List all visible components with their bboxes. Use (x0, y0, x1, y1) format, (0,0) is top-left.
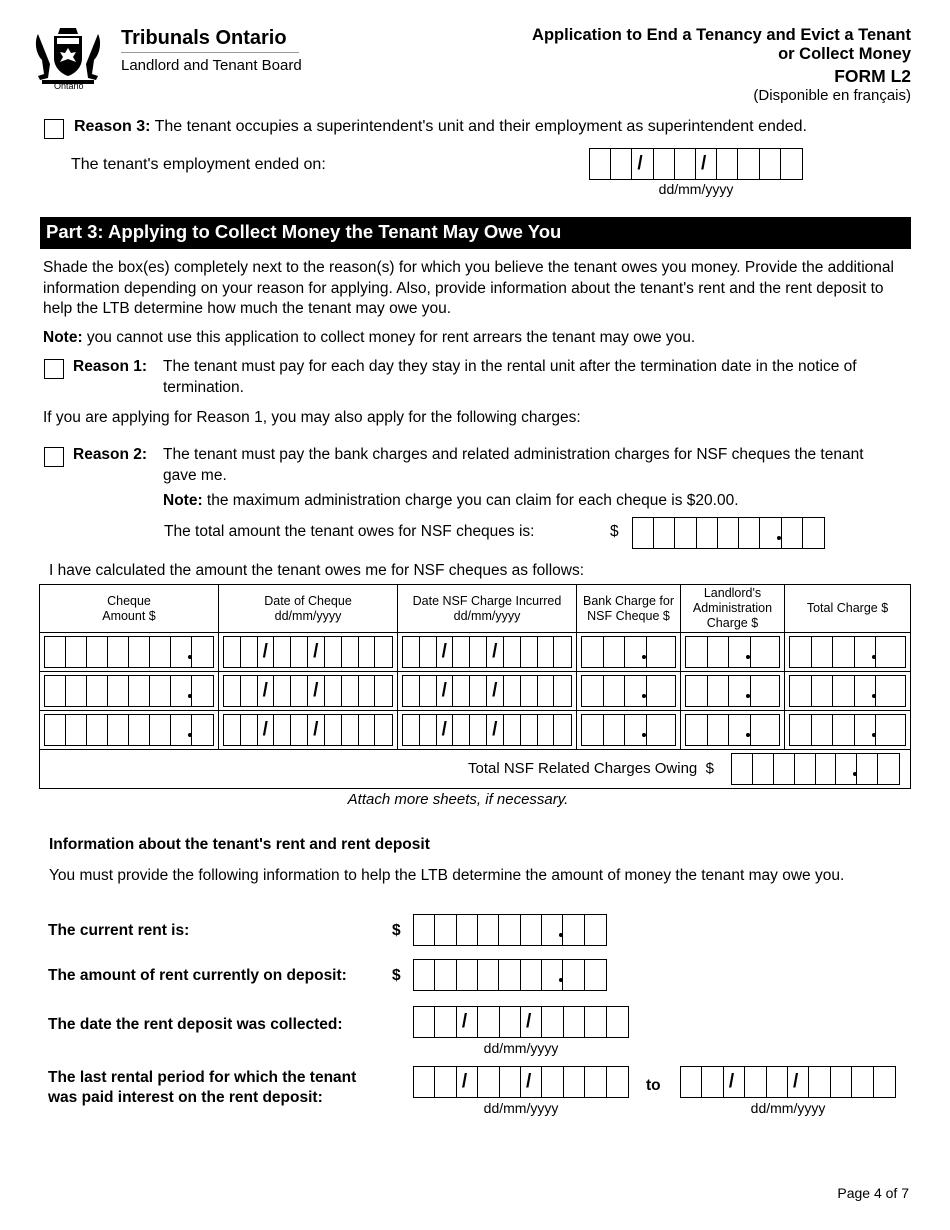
nsf-total-label: The total amount the tenant owes for NSF cheques is: (164, 523, 535, 540)
bank-charge-input[interactable] (581, 675, 676, 707)
part3-reason1-label: Reason 1: (73, 358, 148, 375)
cheque-date-input[interactable] (223, 714, 393, 746)
form-title-line2: or Collect Money (778, 45, 911, 63)
table-row-2-bank-charge (577, 672, 681, 711)
org-name: Tribunals Ontario (121, 27, 287, 49)
employment-ended-label: The tenant's employment ended on: (71, 156, 326, 173)
table-row-1-cheque-amount (40, 633, 219, 672)
nsf-calc-intro: I have calculated the amount the tenant owes me for NSF cheques as follows: (49, 562, 585, 579)
part3-intro: Shade the box(es) completely next to the reason(s) for which you believe the tenant owes you money. Provide the additional information depending on your reason for applying. Also, provide information about the tenant's rent and the rent deposit to help the LTB determine how much the tenant may owe you. (43, 259, 894, 317)
form-number: FORM L2 (834, 66, 911, 86)
cheque-amount-input[interactable] (44, 636, 214, 668)
bank-charge-input[interactable] (581, 636, 676, 668)
nsf-cheque-table (39, 584, 911, 789)
deposit-date-format-hint: dd/mm/yyyy (483, 1040, 559, 1056)
part3-note (43, 328, 911, 349)
current-rent-input[interactable] (413, 914, 607, 946)
nsf-date-input[interactable] (402, 636, 572, 668)
part3-reason1-text: The tenant must pay for each day they stay in the rental unit after the termination date in the notice of termination. (163, 358, 857, 396)
interest-period-label-line2: was paid interest on the rent deposit: (48, 1089, 323, 1106)
reason3-statement (74, 117, 807, 138)
table-total-label: Total NSF Related Charges Owing $ (468, 760, 714, 777)
logo-caption: Ontario (54, 81, 84, 91)
part3-reason1-checkbox[interactable] (44, 359, 64, 379)
reason3-text: The tenant occupies a superintendent's unit and their employment as superintendent ended. (154, 118, 807, 135)
current-rent-label: The current rent is: (48, 922, 190, 939)
cheque-date-input[interactable] (223, 675, 393, 707)
table-row-3-total-charge (785, 711, 910, 750)
form-title (532, 26, 911, 64)
table-row-2-total-charge (785, 672, 910, 711)
total-charge-input[interactable] (789, 636, 906, 668)
deposit-currency: $ (392, 967, 401, 984)
table-row-2-nsf-date (398, 672, 577, 711)
part3-note-text: you cannot use this application to collect money for rent arrears the tenant may owe you. (86, 329, 696, 346)
interest-period-end-date-input[interactable] (680, 1066, 896, 1098)
interest-start-format-hint: dd/mm/yyyy (483, 1100, 559, 1116)
table-row-3-admin-charge (681, 711, 785, 750)
table-row-2-admin-charge (681, 672, 785, 711)
deposit-amount-label: The amount of rent currently on deposit: (48, 967, 347, 984)
nsf-total-amount-input[interactable] (632, 517, 825, 549)
col-header-cheque-amount: Cheque Amount $ (40, 585, 219, 633)
part3-reason2-label: Reason 2: (73, 446, 148, 463)
part3-title: Part 3: Applying to Collect Money the Tenant May Owe You (40, 217, 911, 249)
table-row-1-total-charge (785, 633, 910, 672)
current-rent-currency: $ (392, 922, 401, 939)
admin-charge-input[interactable] (685, 675, 780, 707)
table-row-1-bank-charge (577, 633, 681, 672)
table-row-3-nsf-date (398, 711, 577, 750)
deposit-date-input[interactable] (413, 1006, 629, 1038)
brand-divider (121, 52, 299, 53)
total-charge-input[interactable] (789, 675, 906, 707)
interest-period-label (48, 1068, 356, 1108)
total-nsf-charges-input[interactable] (731, 753, 900, 785)
reason1-followup: If you are applying for Reason 1, you may also apply for the following charges: (43, 409, 581, 426)
table-row-1-admin-charge (681, 633, 785, 672)
interest-period-label-line1: The last rental period for which the tenant (48, 1069, 357, 1086)
cheque-amount-input[interactable] (44, 675, 214, 707)
col-header-admin-charge: Landlord's Administration Charge $ (681, 585, 785, 633)
col-header-bank-charge: Bank Charge for NSF Cheque $ (577, 585, 681, 633)
part3-reason2-checkbox[interactable] (44, 447, 64, 467)
reason3-label: Reason 3: (74, 118, 151, 135)
admin-charge-input[interactable] (685, 636, 780, 668)
table-total-row (40, 750, 910, 788)
part3-reason2-text: The tenant must pay the bank charges and related administration charges for NSF cheques the tenant gave me. (163, 446, 864, 484)
reason2-note (163, 491, 739, 512)
admin-charge-input[interactable] (685, 714, 780, 746)
cheque-amount-input[interactable] (44, 714, 214, 746)
rent-info-intro: You must provide the following information to help the LTB determine the amount of money the tenant may owe you. (49, 867, 845, 884)
deposit-amount-input[interactable] (413, 959, 607, 991)
nsf-total-currency: $ (610, 523, 619, 540)
ontario-crest-logo (32, 24, 104, 94)
nsf-date-input[interactable] (402, 675, 572, 707)
interest-end-format-hint: dd/mm/yyyy (750, 1100, 826, 1116)
reason3-checkbox[interactable] (44, 119, 64, 139)
deposit-date-label: The date the rent deposit was collected: (48, 1016, 343, 1033)
rent-info-heading: Information about the tenant's rent and rent deposit (49, 836, 430, 853)
page-number: Page 4 of 7 (837, 1185, 909, 1201)
attach-sheets-note: Attach more sheets, if necessary. (347, 791, 569, 808)
french-availability-note: (Disponible en français) (753, 87, 911, 104)
reason2-note-label: Note: (163, 492, 203, 509)
table-row-3-cheque-date (219, 711, 398, 750)
cheque-date-input[interactable] (223, 636, 393, 668)
col-header-cheque-date: Date of Cheque dd/mm/yyyy (219, 585, 398, 633)
part3-note-label: Note: (43, 329, 83, 346)
col-header-total-charge: Total Charge $ (785, 585, 910, 633)
col-header-nsf-date: Date NSF Charge Incurred dd/mm/yyyy (398, 585, 577, 633)
table-row-3-bank-charge (577, 711, 681, 750)
table-row-2-cheque-amount (40, 672, 219, 711)
table-row-2-cheque-date (219, 672, 398, 711)
total-charge-input[interactable] (789, 714, 906, 746)
reason2-note-text: the maximum administration charge you can claim for each cheque is $20.00. (206, 492, 739, 509)
table-row-1-cheque-date (219, 633, 398, 672)
interest-period-start-date-input[interactable] (413, 1066, 629, 1098)
table-row-1-nsf-date (398, 633, 577, 672)
nsf-date-input[interactable] (402, 714, 572, 746)
employment-ended-date-input[interactable] (589, 148, 803, 180)
table-row-3-cheque-amount (40, 711, 219, 750)
form-title-line1: Application to End a Tenancy and Evict a Tenant (532, 26, 911, 44)
bank-charge-input[interactable] (581, 714, 676, 746)
interest-period-to-label: to (646, 1077, 661, 1094)
employment-date-format-hint: dd/mm/yyyy (658, 181, 734, 197)
board-name: Landlord and Tenant Board (121, 57, 302, 74)
